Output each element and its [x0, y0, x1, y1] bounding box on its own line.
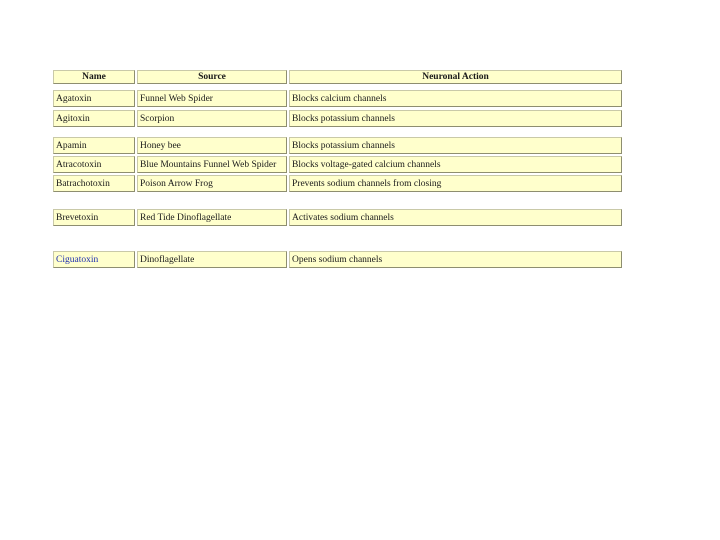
toxin-action: Prevents sodium channels from closing [289, 175, 622, 192]
column-header-action: Neuronal Action [289, 70, 622, 84]
table-row [53, 137, 624, 156]
toxin-name: Atracotoxin [53, 156, 135, 173]
toxin-source: Red Tide Dinoflagellate [137, 209, 287, 226]
toxin-source: Blue Mountains Funnel Web Spider [137, 156, 287, 173]
toxin-action: Blocks calcium channels [289, 90, 622, 107]
toxin-source: Poison Arrow Frog [137, 175, 287, 192]
toxin-action: Activates sodium channels [289, 209, 622, 226]
toxin-action: Blocks potassium channels [289, 137, 622, 154]
table-row [53, 90, 624, 109]
toxin-name: Brevetoxin [53, 209, 135, 226]
toxin-source: Honey bee [137, 137, 287, 154]
toxin-action: Blocks potassium channels [289, 110, 622, 127]
table-row [53, 209, 624, 228]
toxin-name: Agitoxin [53, 110, 135, 127]
toxin-name-link[interactable]: Ciguatoxin [53, 251, 135, 268]
toxin-source: Dinoflagellate [137, 251, 287, 268]
toxin-name: Agatoxin [53, 90, 135, 107]
table-row [53, 110, 624, 129]
column-header-name: Name [53, 70, 135, 84]
table-row [53, 251, 624, 270]
toxin-action: Opens sodium channels [289, 251, 622, 268]
toxin-name: Apamin [53, 137, 135, 154]
table-row [53, 156, 624, 175]
table-header-row [53, 70, 624, 86]
toxin-source: Funnel Web Spider [137, 90, 287, 107]
table-row [53, 175, 624, 194]
toxin-action: Blocks voltage-gated calcium channels [289, 156, 622, 173]
toxin-source: Scorpion [137, 110, 287, 127]
column-header-source: Source [137, 70, 287, 84]
toxin-name: Batrachotoxin [53, 175, 135, 192]
